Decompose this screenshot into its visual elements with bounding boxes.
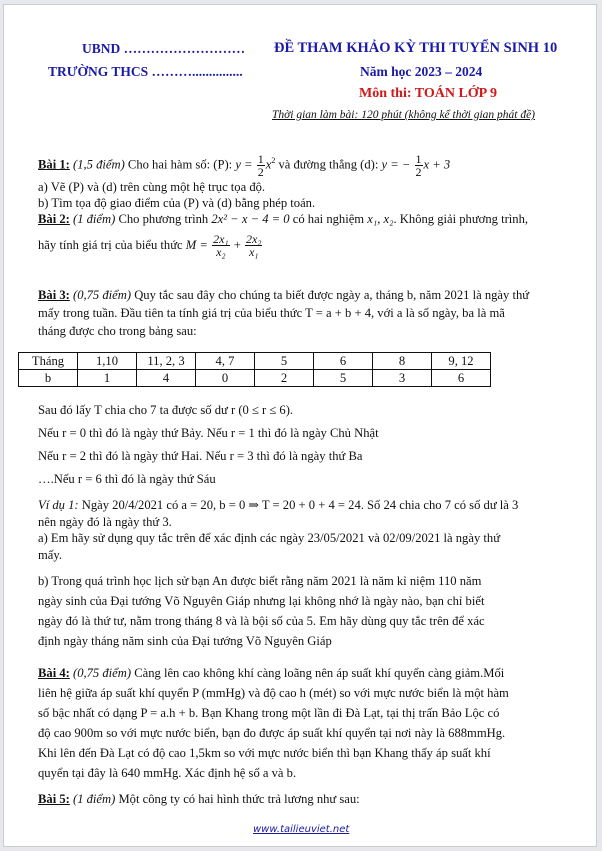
f2-den: x₁ [248, 245, 259, 259]
plus-sign: + [233, 238, 241, 253]
frac-num: 1 [257, 152, 264, 166]
bai3-rule4: ….Nếu r = 6 thì đó là ngày thứ Sáu [38, 472, 216, 486]
month-code-table [18, 352, 491, 387]
p-eq-lhs: y = [235, 157, 253, 172]
bai3-b-line3: ngày đó là thứ tư, nằm trong tháng 8 và là bội số của 5. Em hãy dùng quy tắc trên để xác [38, 614, 485, 628]
d-eq-lhs: y = − [381, 157, 411, 172]
f2-num: 2x₂ [245, 232, 262, 246]
p-exp: 2 [271, 156, 276, 166]
bai3-b-line4: định ngày tháng năm sinh của Đại tướng Võ Nguyên Giáp [38, 634, 332, 648]
table-cell: Tháng [19, 353, 78, 370]
bai3-points: (0,75 điểm) [73, 288, 132, 302]
bai3-a-line1: a) Em hãy sử dụng quy tắc trên để xác định các ngày 23/05/2021 và 02/09/2021 là ngày thứ [38, 531, 501, 545]
bai4-line1-text: Càng lên cao không khí càng loãng nên áp suất khí quyển càng giảm.Mối [131, 666, 505, 680]
bai2-tail: . Không giải phương trình, [393, 212, 529, 226]
bai1-intro: Cho hai hàm số: (P): [124, 157, 236, 172]
bai3-b-line1: b) Trong quá trình học lịch sử bạn An được biết rằng năm 2021 là năm kỉ niệm 110 năm [38, 574, 482, 588]
bai2-mid: có hai nghiệm [289, 212, 368, 226]
bai2-intro: Cho phương trình [115, 212, 212, 226]
exam-title: ĐỀ THAM KHẢO KỲ THI TUYỂN SINH 10 [274, 40, 558, 56]
bai2-line2-text: hãy tính giá trị của biểu thức [38, 238, 186, 253]
bai4-line1 [38, 667, 504, 680]
table-cell: 5 [314, 370, 373, 387]
bai3-example-line2: nên ngày đó là ngày thứ 3. [38, 515, 172, 529]
footer [253, 819, 349, 837]
table-cell: 4 [137, 370, 196, 387]
table-row [19, 353, 491, 370]
table-cell: 6 [314, 353, 373, 370]
subject: Môn thi: TOÁN LỚP 9 [359, 86, 497, 101]
example-label: Ví dụ 1: [38, 498, 79, 512]
frac-num: 1 [415, 152, 422, 166]
table-cell: 4, 7 [196, 353, 255, 370]
table-cell: 5 [255, 353, 314, 370]
table-cell: 1,10 [78, 353, 137, 370]
table-cell: 3 [373, 370, 432, 387]
school-year: Năm học 2023 – 2024 [360, 64, 483, 79]
bai2-equation: 2x² − x − 4 = 0 [211, 212, 290, 226]
m-fraction-2 [245, 233, 263, 258]
bai5-line1 [38, 793, 360, 806]
bai3-rule1: Sau đó lấy T chia cho 7 ta được số dư r (0 ≤ r ≤ 6). [38, 403, 294, 417]
bai3-line2: mấy trong tuần. Đầu tiên ta tính giá trị của biểu thức T = a + b + 4, với a là số ngày, ba là mã [38, 306, 505, 320]
bai2-label: Bài 2: [38, 212, 70, 226]
m-lhs: M = [185, 238, 208, 253]
frac-den: 2 [257, 165, 264, 179]
bai4-label: Bài 4: [38, 666, 70, 680]
bai1-points: (1,5 điểm) [73, 157, 125, 172]
table-cell: 11, 2, 3 [137, 353, 196, 370]
m-fraction-1 [212, 233, 230, 258]
bai4-line2: liên hệ giữa áp suất khí quyển P (mmHg) và độ cao h (mét) so với mực nước biển là một hàm [38, 686, 509, 700]
p-eq-rhs: x [265, 157, 272, 172]
bai4-points: (0,75 điểm) [73, 666, 132, 680]
f1-num: 2x₁ [213, 232, 229, 246]
bai3-example-line1 [38, 499, 518, 512]
document-page [3, 4, 597, 847]
table-cell: 1 [78, 370, 137, 387]
bai3-line1 [38, 289, 529, 302]
bai3-line1-text: Quy tắc sau đây cho chúng ta biết được ngày a, tháng b, năm 2021 là ngày thứ [131, 288, 530, 302]
bai3-line3: tháng được cho trong bảng sau: [38, 324, 197, 338]
bai5-line1-text: Một công ty có hai hình thức trả lương như sau: [115, 792, 360, 806]
f1-den: x₂ [216, 245, 226, 259]
table-row [19, 370, 491, 387]
bai4-line6: quyển tại đây là 640 mmHg. Xác định hệ số a và b. [38, 766, 297, 780]
bai1-label: Bài 1: [38, 157, 70, 172]
bai2-line2 [38, 233, 263, 258]
d-eq-rhs: x + 3 [423, 157, 451, 172]
d-fraction [415, 153, 423, 178]
time-note: Thời gian làm bài: 120 phút (không kể thời gian phát đề) [272, 109, 536, 121]
bai1-b: b) Tìm tọa độ giao điểm của (P) và (d) bằng phép toán. [38, 196, 316, 210]
table-cell: b [19, 370, 78, 387]
bai3-a-line2: mấy. [38, 548, 63, 562]
bai4-line4: độ cao 900m so với mực nước biển, bạn đo được áp suất khí quyển tại nơi này là 688mmHg. [38, 726, 506, 740]
header-ubnd: UBND ……………………… [82, 41, 246, 56]
bai3-b-line2: ngày sinh của Đại tướng Võ Nguyên Giáp nhưng lại không nhớ là ngày nào, bạn chỉ biết [38, 594, 485, 608]
bai5-label: Bài 5: [38, 792, 70, 806]
bai2-roots: x₁, x₂ [367, 212, 394, 226]
p-fraction [257, 153, 265, 178]
header-school: TRƯỜNG THCS ………............... [48, 64, 243, 79]
footer-link[interactable]: www.tailieuviet.net [253, 824, 350, 835]
bai3-label: Bài 3: [38, 288, 70, 302]
bai4-line3: số bậc nhất có dạng P = a.h + b. Bạn Khang trong một lần đi Đà Lạt, tại thị trấn Bảo Lộc có [38, 706, 500, 720]
bai2-line1 [38, 213, 528, 226]
bai1-a: a) Vẽ (P) và (d) trên cùng một hệ trục tọa độ. [38, 180, 266, 194]
bai5-points: (1 điểm) [73, 792, 116, 806]
table-cell: 9, 12 [432, 353, 491, 370]
bai1-line [38, 153, 450, 178]
example-text: Ngày 20/4/2021 có a = 20, b = 0 ⇒ T = 20 + 0 + 4 = 24. Số 24 chia cho 7 có số dư là 3 [78, 498, 519, 512]
bai2-points: (1 điểm) [73, 212, 116, 226]
bai3-rule2: Nếu r = 0 thì đó là ngày thứ Bảy. Nếu r = 1 thì đó là ngày Chủ Nhật [38, 426, 379, 440]
bai4-line5: Khi lên đến Đà Lạt có độ cao 1,5km so với mực nước biển thì bạn Khang thấy áp suất khí [38, 746, 491, 760]
table-cell: 2 [255, 370, 314, 387]
bai1-and: và đường thẳng (d): [278, 157, 382, 172]
table-cell: 6 [432, 370, 491, 387]
table-cell: 0 [196, 370, 255, 387]
table-cell: 8 [373, 353, 432, 370]
bai3-rule3: Nếu r = 2 thì đó là ngày thứ Hai. Nếu r = 3 thì đó là ngày thứ Ba [38, 449, 363, 463]
frac-den: 2 [415, 165, 422, 179]
